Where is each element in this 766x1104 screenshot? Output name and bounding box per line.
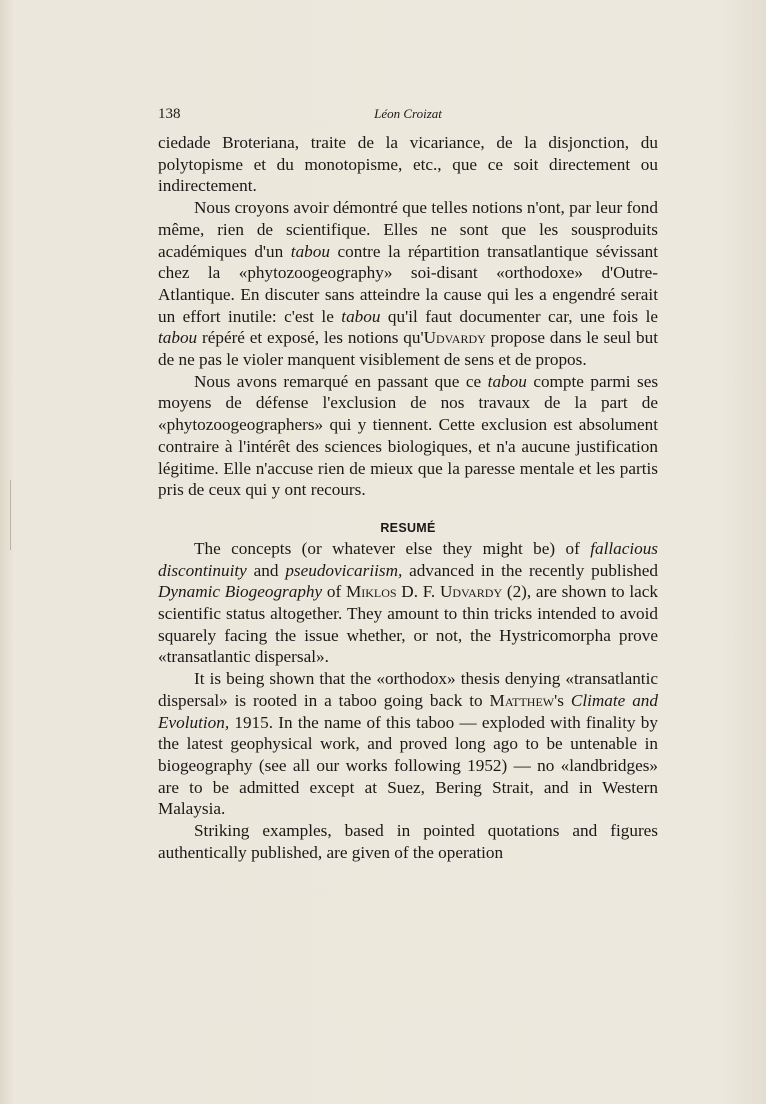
text-run: répéré et exposé, les notions qu' bbox=[197, 328, 424, 348]
section-heading-resume: RESUMÉ bbox=[380, 520, 436, 535]
author-name: Udvardy bbox=[439, 582, 503, 602]
running-head-author: Léon Croizat bbox=[374, 106, 442, 121]
text-run: It is being shown that the «orthodox» thesis denying «transatlantic dispersal» is rooted in a taboo going back to bbox=[158, 669, 658, 710]
book-title: Dynamic Biogeography bbox=[158, 582, 323, 602]
text-run: compte parmi ses moyens de défense l'exclusion de nos travaux de la part de «phytozoogeographers» qui y tiennent. Cette exclusion est absolument contraire à l'intérêt des sciences biologiques, et n'a aucune justification légitime. Elle n'accuse rien de mieux que la paresse mentale et les partis pris de ceux qui y ont recours. bbox=[158, 371, 659, 500]
page-header bbox=[158, 106, 658, 126]
text-run: The concepts (or whatever else they might be) of bbox=[194, 538, 591, 558]
text-run: advanced in the recently published bbox=[402, 560, 658, 580]
paragraph-summary-concepts bbox=[158, 538, 658, 668]
paragraph-exclusion bbox=[158, 371, 658, 501]
author-name: Miklos bbox=[345, 582, 397, 602]
text-run: D. F. bbox=[396, 582, 440, 602]
author-name: Matthew bbox=[489, 690, 555, 710]
text-run: of bbox=[322, 582, 346, 602]
text-run: 's bbox=[554, 690, 571, 710]
author-name: Udvardy bbox=[423, 328, 486, 348]
text-run: qu'il faut documenter car, une fois le bbox=[380, 306, 658, 326]
paragraph-summary-examples: Striking examples, based in pointed quotations and figures authentically published, are given of the operation bbox=[158, 821, 658, 862]
book-title: Climate and Evolution, bbox=[158, 690, 658, 732]
italic-term: tabou bbox=[158, 328, 198, 348]
paragraph-summary-taboo bbox=[158, 668, 658, 820]
text-run: propose dans le seul but de ne pas le violer manquent visiblement de sens et de propos. bbox=[158, 328, 658, 370]
italic-term: tabou bbox=[487, 371, 527, 391]
italic-term: tabou bbox=[341, 306, 381, 326]
italic-term: pseudovicariism, bbox=[285, 560, 403, 580]
binding-edge bbox=[0, 480, 11, 550]
page-number: 138 bbox=[158, 106, 181, 122]
text-run: Nous croyons avoir démontré que telles notions n'ont, par leur fond même, rien de scientifique. Elles ne sont que les sousproduits académiques d'un bbox=[158, 198, 658, 261]
paragraph-continuation: ciedade Broteriana, traite de la vicariance, de la disjonction, du polytopisme et du monotopisme, etc., que ce soit directement ou indirectement. bbox=[158, 133, 658, 196]
text-run: (2), are shown to lack scientific status altogether. They amount to thin tricks intended to avoid squarely facing the issue whether, or not, the Hystricomorpha prove «transatlantic dispersal». bbox=[158, 582, 658, 667]
text-run: Nous avons remarqué en passant que ce bbox=[194, 371, 488, 391]
text-run: 1915. In the name of this taboo — exploded with finality by the latest geophysical work, and proved long ago to be untenable in biogeography (see all our works following 1952) — no «landbridges» are to be admitted except at Suez, Bering Strait, and in Western Malaysia. bbox=[158, 712, 658, 819]
text-run: contre la répartition transatlantique sévissant chez la «phytozoogeography» soi-disant «orthodoxe» d'Outre-Atlantique. En discuter sans atteindre la cause qui les a engendré serait un effort inutile: c'est le bbox=[158, 241, 658, 326]
body-text bbox=[158, 132, 658, 864]
paragraph-tabou-notions bbox=[158, 197, 658, 371]
italic-term: fallacious discontinuity bbox=[158, 538, 658, 580]
italic-term: tabou bbox=[290, 241, 330, 261]
text-run: and bbox=[246, 560, 286, 580]
